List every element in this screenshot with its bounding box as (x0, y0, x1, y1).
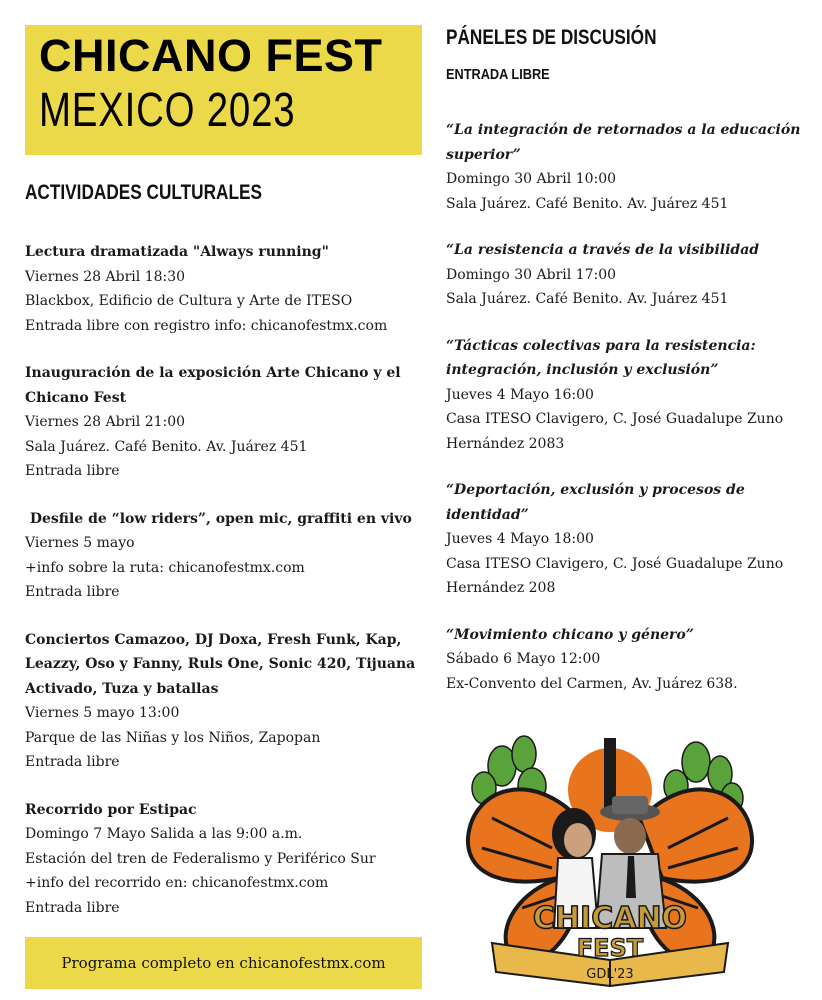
panel-date: Jueves 4 Mayo 16:00 (446, 386, 594, 403)
footer-text: Programa completo en chicanofestmx.com (61, 954, 386, 972)
title-line-1: CHICANO FEST (39, 30, 383, 81)
panel-title: “Deportación, exclusión y procesos de identidad” (446, 482, 745, 523)
cultural-event (25, 240, 420, 338)
panel-date: Domingo 30 Abril 17:00 (446, 266, 617, 283)
cultural-event (25, 628, 420, 775)
panel-date: Sábado 6 Mayo 12:00 (446, 651, 601, 667)
cultural-event (25, 798, 420, 921)
event-venue: Blackbox, Edificio de Cultura y Arte de ITESO (25, 293, 353, 309)
panel-event (446, 118, 818, 216)
event-date: Viernes 28 Abril 21:00 (25, 414, 186, 430)
panel-title: “La integración de retornados a la educación superior” (446, 122, 801, 163)
title-banner (25, 25, 422, 155)
event-entry: Entrada libre (25, 463, 120, 479)
panel-title: “Movimiento chicano y género” (446, 626, 694, 643)
title-line-2: MEXICO 2023 (39, 84, 296, 137)
panel-date: Jueves 4 Mayo 18:00 (446, 531, 594, 547)
cultural-event (25, 361, 420, 484)
panel-venue: Casa ITESO Clavigero, C. José Guadalupe Zuno Hernández 2083 (446, 411, 784, 452)
event-venue: Estación del tren de Federalismo y Periférico Sur (25, 850, 376, 867)
event-title: Lectura dramatizada "Always running" (25, 244, 329, 260)
cultural-event (25, 507, 420, 605)
panels-subheading: ENTRADA LIBRE (446, 66, 550, 83)
festival-poster-illustration (462, 728, 758, 990)
panel-events (446, 118, 818, 718)
event-title: Desfile de “low riders”, open mic, graffiti en vivo (25, 510, 412, 527)
event-title: Inauguración de la exposición Arte Chicano y el Chicano Fest (25, 365, 401, 406)
event-date: Domingo 7 Mayo Salida a las 9:00 a.m. (25, 826, 303, 842)
poster-logo-text-2: FEST (576, 934, 644, 962)
panel-event (446, 478, 818, 601)
event-entry: Entrada libre (25, 899, 120, 916)
panel-event (446, 238, 818, 312)
event-title: Conciertos Camazoo, DJ Doxa, Fresh Funk, Kap, Leazzy, Oso y Fanny, Ruls One, Sonic 420, Tijuana Activado, Tuza y batallas (25, 631, 416, 697)
panel-event (446, 334, 818, 457)
event-title: Recorrido por Estipac (25, 801, 197, 818)
panel-venue: Sala Juárez. Café Benito. Av. Juárez 451 (446, 291, 729, 307)
panel-title: “Tácticas colectivas para la resistencia: integración, inclusión y exclusión” (446, 337, 756, 378)
panel-title: “La resistencia a través de la visibilidad (446, 242, 760, 258)
footer-banner (25, 937, 422, 989)
poster-logo-sub: GDL'23 (586, 967, 634, 982)
event-venue: Parque de las Niñas y los Niños, Zapopan (25, 729, 321, 746)
event-venue: Sala Juárez. Café Benito. Av. Juárez 451 (25, 438, 308, 455)
event-entry: Entrada libre con registro info: chicanofestmx.com (25, 317, 388, 334)
panel-date: Domingo 30 Abril 10:00 (446, 171, 617, 187)
panels-heading: PÁNELES DE DISCUSIÓN (446, 26, 657, 49)
event-date: Viernes 5 mayo 13:00 (25, 705, 180, 721)
panel-venue: Casa ITESO Clavigero, C. José Guadalupe Zuno Hernández 208 (446, 555, 784, 596)
event-entry: Entrada libre (25, 584, 120, 600)
panel-event (446, 623, 818, 697)
cultural-heading: ACTIVIDADES CULTURALES (25, 181, 262, 204)
panel-venue: Ex-Convento del Carmen, Av. Juárez 638. (446, 675, 738, 692)
event-date: Viernes 28 Abril 18:30 (25, 268, 186, 285)
poster-logo-text: CHICANO (532, 901, 688, 936)
panel-venue: Sala Juárez. Café Benito. Av. Juárez 451 (446, 195, 729, 212)
event-entry: Entrada libre (25, 754, 120, 770)
cultural-events (25, 240, 420, 943)
event-info: +info del recorrido en: chicanofestmx.com (25, 875, 329, 891)
event-info: +info sobre la ruta: chicanofestmx.com (25, 559, 305, 576)
event-date: Viernes 5 mayo (25, 535, 135, 551)
